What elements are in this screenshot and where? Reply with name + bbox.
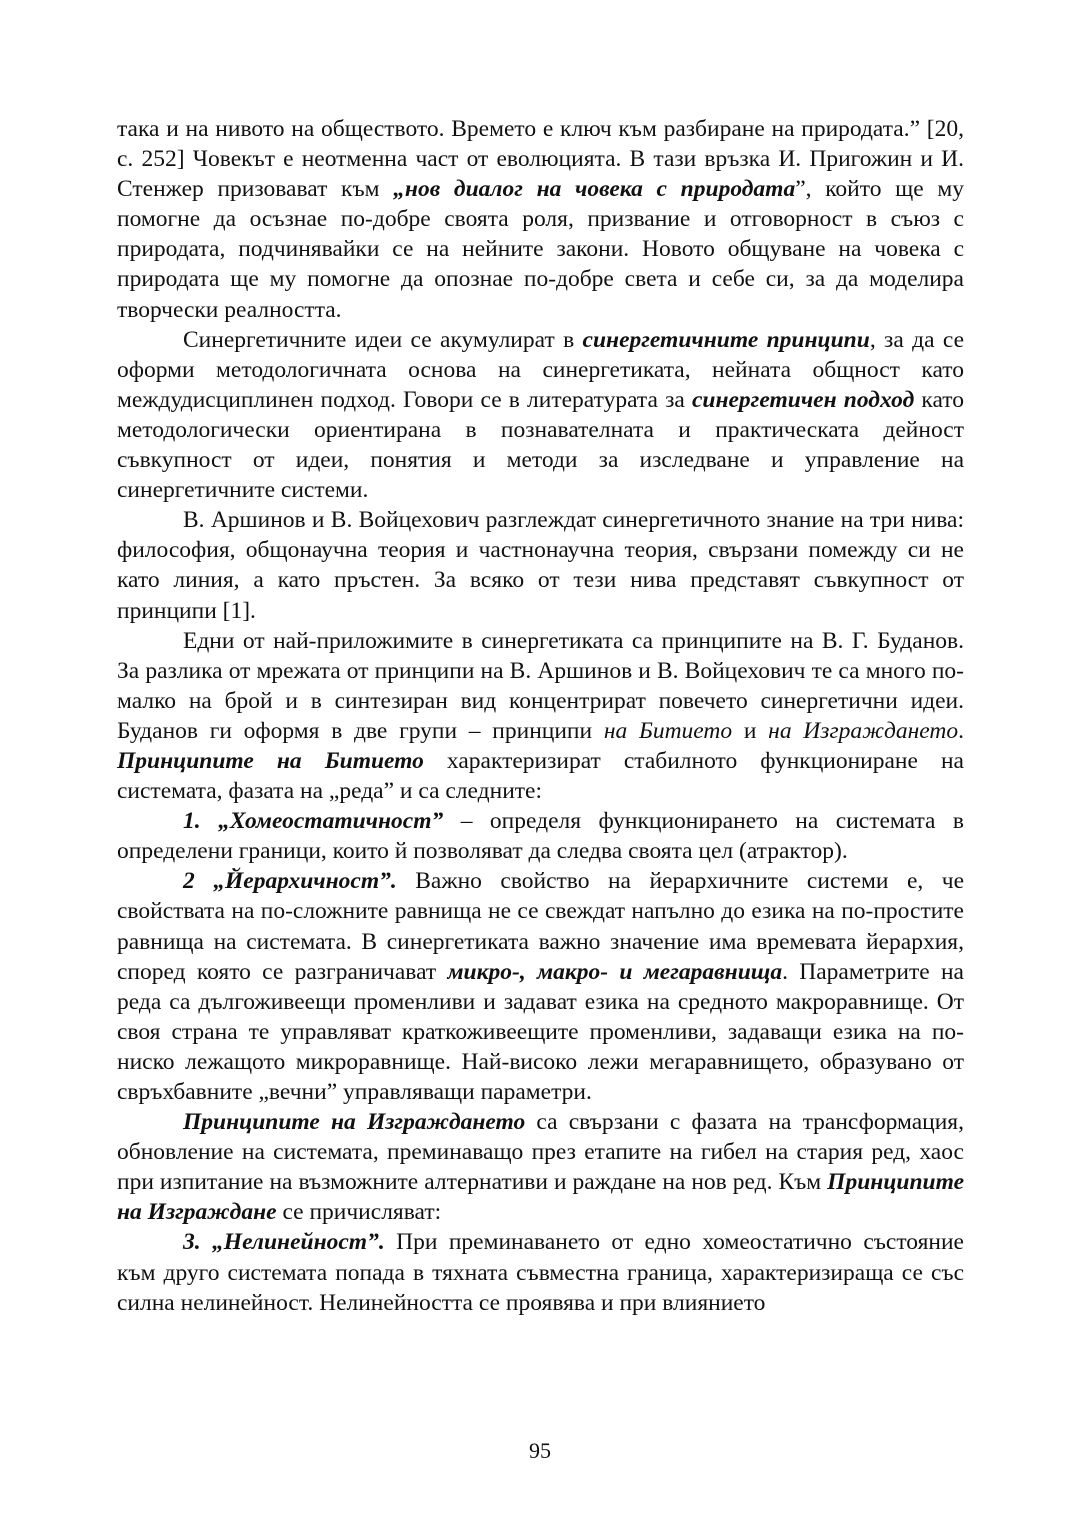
text-run: Едни от най-приложимите в синергетиката са принципите на В. Г. Буданов. За разлика от мрежата от принципи на В. Аршинов и В. Войцехович те са много по-малко на брой и в синтезиран вид концентрират повечето синергетични идеи. Буданов ги оформя в две групи – принципи: [117, 627, 964, 744]
text-run: Синергетичните идеи се акумулират в: [183, 326, 583, 353]
text-run: характеризират стабилното функциониране на системата, фазата на „реда” и са следните:: [117, 747, 964, 805]
emphasis-text: Принципите на Изграждането: [183, 1109, 526, 1136]
text-run: и: [732, 717, 769, 744]
paragraph-8: [117, 1227, 964, 1317]
principle-heading: 2 „Йерархичност”.: [183, 868, 397, 895]
italic-text: на Изграждането: [768, 717, 959, 744]
paragraph-2: [117, 325, 964, 506]
emphasis-text: Принципите на Изграждане: [117, 1169, 964, 1226]
text-run: се причисляват:: [276, 1199, 442, 1226]
emphasis-text: синергетичните принципи: [582, 326, 870, 353]
text-run: , за да се оформи методологичната основа на синергетиката, нейната общност като междудисциплинен подход. Говори се в литературата за: [117, 326, 965, 413]
principle-heading: 1. „Хомеостатичност”: [183, 808, 444, 835]
text-run: като методологически ориентирана в познавателната и практическата дейност съвкупност от идеи, понятия и методи за изследване и управление на синергетичните системи.: [117, 386, 964, 504]
emphasis-text: микро-, макро- и мегаравнища: [447, 958, 783, 985]
emphasis-text: синергетичен подход: [691, 386, 915, 413]
text-run: В. Аршинов и В. Войцехович разглеждат синергетичното знание на три нива: философия, общонаучна теория и частнонаучна теория, свързани помежду си не като линия, а като пръстен. За всяко от тези нива представят съвкупност от принципи [1].: [117, 507, 964, 624]
page-number: 95: [529, 1438, 551, 1463]
text-run: Важно свойство на йерархичните системи е, че свойствата на по-сложните равнища не се свеждат напълно до езика на по-простите равнища на системата. В синергетиката важно значение има времевата йерархия, според която се разграничават: [117, 868, 964, 985]
text-run: са свързани с фазата на трансформация, обновление на системата, преминаващо през етапите на гибел на стария ред, хаос при изпитание на възможните алтернативи и раждане на нов ред. Към: [117, 1109, 964, 1196]
italic-text: на Битието: [603, 717, 733, 744]
paragraph-5: [117, 806, 964, 866]
page-body: [117, 114, 964, 1318]
text-run: така и на нивото на обществото. Времето е ключ към разбиране на природата.” [20, с. 252] Човекът е неотменна част от еволюцията. В тази връзка И. Пригожин и И. Стенжер призовават към: [117, 116, 964, 203]
text-run: ”, който ще му помогне да осъзнае по-добре своята роля, призвание и отговорност в съюз с природата, подчинявайки се на нейните закони. Новото общуване на човека с природата ще му помогне да опознае по-добре света и себе си, за да моделира творчески реалността.: [117, 176, 964, 323]
paragraph-7: [117, 1107, 964, 1227]
paragraph-6: [117, 866, 964, 1107]
text-run: . Параметрите на реда са дългоживеещи променливи и задават езика на средното макроравнище. От своя страна те управляват краткоживеещите променливи, задаващи езика на по-ниско лежащото микроравнище. Най-високо лежи мегаравнището, образувано от свръхбавните „вечни” управляващи параметри.: [117, 958, 964, 1105]
principle-heading: 3. „Нелинейност”.: [183, 1229, 385, 1256]
emphasis-text: Принципите на Битието: [117, 747, 424, 774]
paragraph-1: [117, 114, 964, 325]
paragraph-3: [117, 505, 964, 625]
text-run: При преминаването от едно хомеостатично състояние към друго системата попада в тяхната съвместна граница, характеризираща се със силна нелинейност. Нелинейността се проявява и при влиянието: [117, 1229, 964, 1316]
paragraph-4: [117, 626, 964, 807]
text-run: .: [958, 717, 964, 744]
text-run: – определя функционирането на системата в определени граници, които й позволяват да следва своята цел (атрактор).: [117, 808, 964, 865]
emphasis-text: „нов диалог на човека с природата: [393, 176, 796, 203]
